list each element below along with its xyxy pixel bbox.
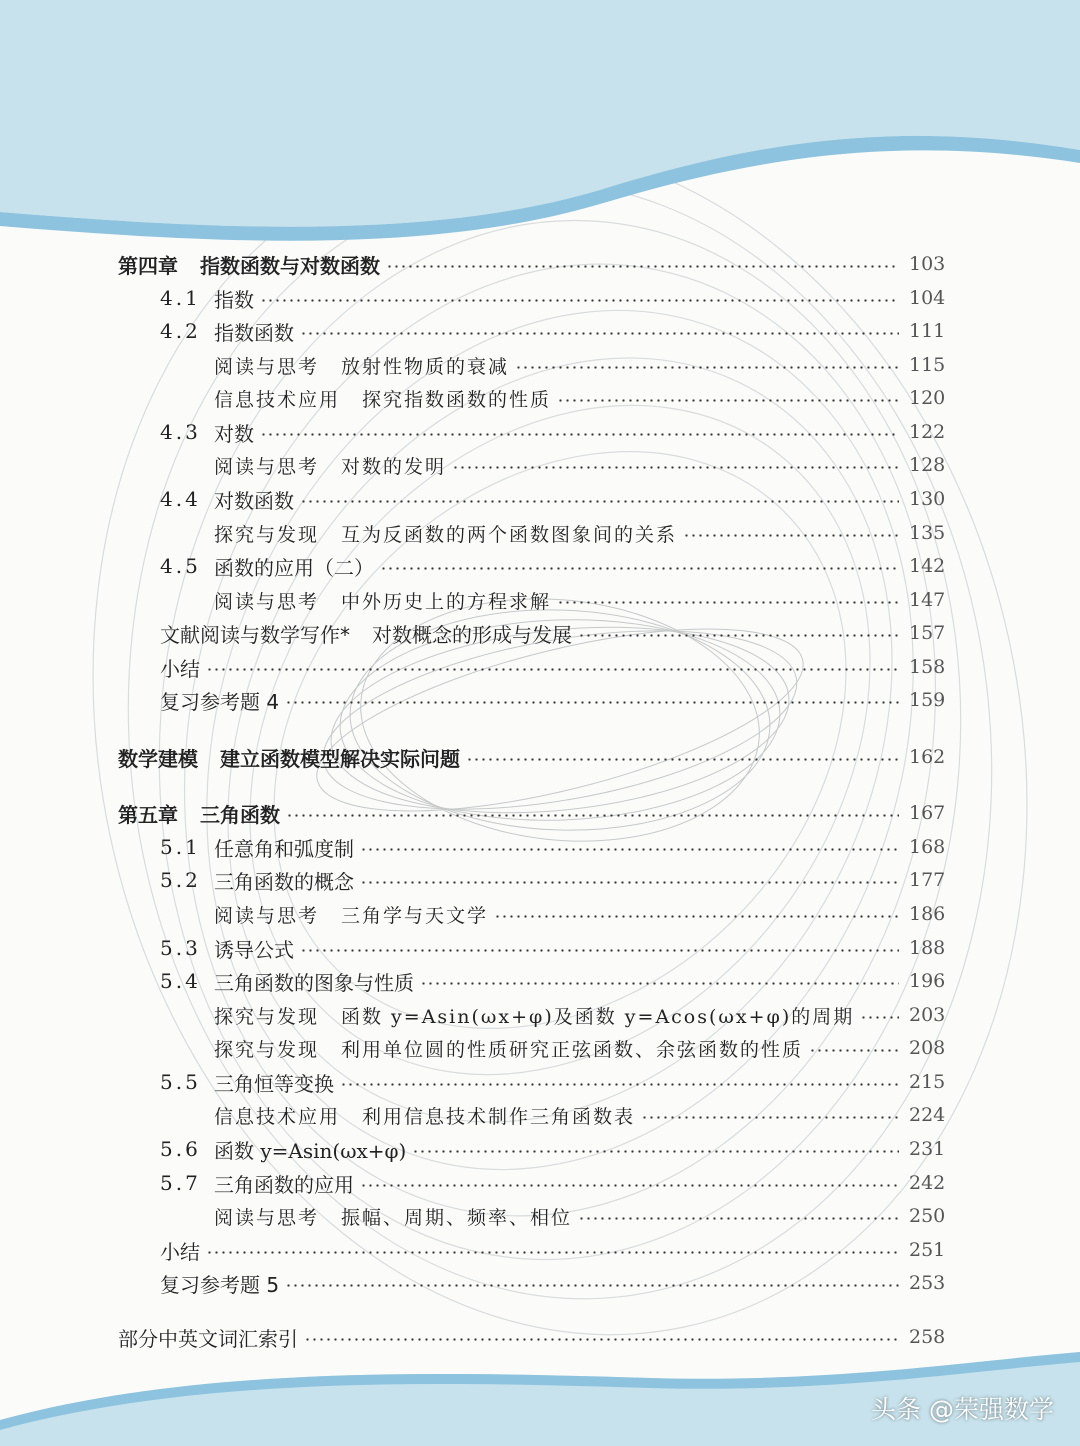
toc-entry[interactable] <box>0 381 1080 415</box>
dot-leader <box>641 1116 899 1119</box>
page-number: 159 <box>909 689 946 711</box>
toc-entry-title: 函数 y=Asin(ωx+φ)及函数 y=Acos(ωx+φ)的周期 <box>341 1005 855 1028</box>
toc-entry-title: 指数函数与对数函数 <box>200 253 380 278</box>
dot-leader <box>300 500 899 503</box>
toc-entry-title: 建立函数模型解决实际问题 <box>220 746 460 771</box>
toc-entry[interactable] <box>0 281 1080 315</box>
toc-entry-category: 阅读与思考 <box>214 455 320 478</box>
page-number: 242 <box>909 1172 946 1194</box>
page-number: 258 <box>909 1326 946 1348</box>
toc-entry-heading <box>118 1323 298 1352</box>
toc-entry[interactable] <box>0 830 1080 864</box>
toc-entry-heading <box>160 485 294 514</box>
toc-entry[interactable] <box>0 1132 1080 1166</box>
toc-entry-heading <box>160 619 572 648</box>
toc-entry-heading <box>214 901 488 928</box>
page-number: 130 <box>909 488 946 510</box>
toc-entry-heading <box>118 250 380 279</box>
toc-entry-category: 信息技术应用 <box>214 1105 341 1128</box>
toc-entry[interactable] <box>0 314 1080 348</box>
dot-leader <box>809 1049 899 1052</box>
dot-leader <box>466 758 899 761</box>
toc-entry-category: 数学建模 <box>118 746 198 771</box>
toc-entry-heading <box>160 833 354 862</box>
toc-entry-title: 三角函数的概念 <box>214 869 354 894</box>
section-number: 5.7 <box>160 1171 201 1195</box>
section-number: 4.5 <box>160 554 201 578</box>
section-number: 4.2 <box>160 319 201 343</box>
toc-entry-heading <box>160 1068 334 1097</box>
section-number: 5.1 <box>160 835 201 859</box>
toc-entry[interactable] <box>0 583 1080 617</box>
toc-entry-heading <box>160 418 254 447</box>
dot-leader <box>557 601 899 604</box>
page-number: 188 <box>909 937 946 959</box>
toc-entry[interactable] <box>0 616 1080 650</box>
toc-entry-title: 振幅、周期、频率、相位 <box>341 1206 573 1229</box>
page-number: 162 <box>909 746 946 768</box>
toc-entry[interactable] <box>0 482 1080 516</box>
toc-entry[interactable] <box>0 1320 1080 1354</box>
toc-entry-title: 三角函数 <box>200 802 280 827</box>
page-number: 103 <box>909 253 946 275</box>
toc-entry-title: 互为反函数的两个函数图象间的关系 <box>341 523 678 546</box>
page-number: 215 <box>909 1071 946 1093</box>
toc-entry[interactable] <box>0 998 1080 1032</box>
dot-leader <box>206 668 899 671</box>
section-number: 5.6 <box>160 1137 201 1161</box>
toc-entry-title: 放射性物质的衰减 <box>341 355 510 378</box>
page-number: 250 <box>909 1205 946 1227</box>
toc-entry-heading <box>160 1169 354 1198</box>
toc-entry-heading <box>160 934 294 963</box>
dot-leader <box>557 399 899 402</box>
toc-entry-heading <box>160 284 254 313</box>
section-number: 4.4 <box>160 487 201 511</box>
dot-leader <box>285 701 899 704</box>
page-number: 128 <box>909 454 946 476</box>
dot-leader <box>412 1150 899 1153</box>
dot-leader <box>683 534 899 537</box>
toc-entry-category: 信息技术应用 <box>214 388 341 411</box>
toc-entry-heading <box>160 866 354 895</box>
toc-entry-title: 指数函数 <box>214 320 294 345</box>
toc-entry-heading <box>118 799 280 828</box>
toc-entry-category: 阅读与思考 <box>214 590 320 613</box>
toc-entry-heading <box>160 1135 406 1164</box>
page-number: 203 <box>909 1004 946 1026</box>
toc-entry-heading <box>160 317 294 346</box>
page-number: 157 <box>909 622 946 644</box>
toc-entry[interactable] <box>0 897 1080 931</box>
dot-leader <box>494 915 899 918</box>
toc-entry[interactable] <box>0 415 1080 449</box>
toc-entry-title: 诱导公式 <box>214 937 294 962</box>
toc-entry[interactable] <box>0 1166 1080 1200</box>
toc-entry[interactable] <box>0 1199 1080 1233</box>
toc-entry-category: 探究与发现 <box>214 523 320 546</box>
toc-entry-title: 利用信息技术制作三角函数表 <box>362 1105 636 1128</box>
toc-entry-category: 阅读与思考 <box>214 1206 320 1229</box>
toc-entry-heading <box>160 686 279 715</box>
section-number: 5.4 <box>160 969 201 993</box>
toc-entry[interactable] <box>0 448 1080 482</box>
toc-entry-heading <box>160 653 200 682</box>
toc-entry-category: 探究与发现 <box>214 1038 320 1061</box>
toc-entry[interactable] <box>0 931 1080 965</box>
toc-entry-title: 对数的发明 <box>341 455 447 478</box>
toc-entry-category: 文献阅读与数学写作* <box>160 622 350 647</box>
dot-leader <box>300 332 899 335</box>
page-number: 122 <box>909 421 946 443</box>
toc-entry[interactable] <box>0 1098 1080 1132</box>
dot-leader <box>380 567 899 570</box>
dot-leader <box>340 1083 899 1086</box>
dot-leader <box>860 1016 899 1019</box>
toc-entry-heading <box>160 1269 279 1298</box>
dot-leader <box>360 1184 899 1187</box>
toc-entry-title: 中外历史上的方程求解 <box>341 590 552 613</box>
section-number: 5.5 <box>160 1070 201 1094</box>
toc-entry[interactable] <box>0 964 1080 998</box>
toc-entry-title: 小结 <box>160 1239 200 1264</box>
toc-entry[interactable] <box>0 740 1080 774</box>
toc-entry-title: 探究指数函数的性质 <box>362 388 552 411</box>
toc-entry-heading <box>214 452 446 479</box>
section-number: 5.2 <box>160 868 201 892</box>
page-number: 208 <box>909 1037 946 1059</box>
toc-entry[interactable] <box>0 1266 1080 1300</box>
toc-entry-title: 利用单位圆的性质研究正弦函数、余弦函数的性质 <box>341 1038 804 1061</box>
toc-entry[interactable] <box>0 683 1080 717</box>
toc-entry[interactable] <box>0 796 1080 830</box>
toc-entry[interactable] <box>0 348 1080 382</box>
toc-entry[interactable] <box>0 1065 1080 1099</box>
toc-entry-category: 第四章 <box>118 253 178 278</box>
dot-leader <box>286 814 899 817</box>
toc-entry-heading <box>160 1236 200 1265</box>
toc-entry-heading <box>118 743 460 772</box>
toc-entry-title: 对数 <box>214 421 254 446</box>
toc-entry-category: 探究与发现 <box>214 1005 320 1028</box>
toc-entry-title: 复习参考题 5 <box>160 1272 280 1297</box>
page-number: 104 <box>909 287 946 309</box>
toc-entry[interactable] <box>0 863 1080 897</box>
page-number: 177 <box>909 869 946 891</box>
toc-entry-heading <box>214 1035 803 1062</box>
toc-entry[interactable] <box>0 516 1080 550</box>
toc-entry[interactable] <box>0 247 1080 281</box>
page-number: 158 <box>909 656 946 678</box>
page-number: 168 <box>909 836 946 858</box>
page-number: 135 <box>909 522 946 544</box>
toc-entry-category: 第五章 <box>118 802 178 827</box>
toc-entry-title: 三角函数的应用 <box>214 1172 354 1197</box>
dot-leader <box>515 366 899 369</box>
dot-leader <box>304 1338 899 1341</box>
toc-entry-title: 对数函数 <box>214 488 294 513</box>
watermark: 头条 @荣强数学 <box>871 1395 1054 1424</box>
section-number: 5.3 <box>160 936 201 960</box>
page-number: 111 <box>909 320 946 342</box>
section-number: 4.3 <box>160 420 201 444</box>
toc-entry-heading <box>214 587 551 614</box>
toc-entry-title: 任意角和弧度制 <box>214 836 354 861</box>
page-number: 251 <box>909 1239 946 1261</box>
toc-entry-title: 小结 <box>160 656 200 681</box>
page-number: 115 <box>909 354 946 376</box>
toc-entry-title: 函数 y=Asin(ωx+φ) <box>214 1138 407 1163</box>
toc-entry-title: 对数概念的形成与发展 <box>372 622 572 647</box>
page-number: 224 <box>909 1104 946 1126</box>
toc-entry[interactable] <box>0 1233 1080 1267</box>
page-number: 167 <box>909 802 946 824</box>
toc-entry-heading <box>214 1102 635 1129</box>
dot-leader <box>452 466 899 469</box>
toc-entry-title: 三角学与天文学 <box>341 904 489 927</box>
dot-leader <box>360 848 899 851</box>
toc-entry-title: 三角函数的图象与性质 <box>214 970 414 995</box>
page-number: 147 <box>909 589 946 611</box>
dot-leader <box>300 949 899 952</box>
toc-entry[interactable] <box>0 650 1080 684</box>
dot-leader <box>260 299 899 302</box>
page-number: 186 <box>909 903 946 925</box>
page-number: 196 <box>909 970 946 992</box>
dot-leader <box>360 881 899 884</box>
toc-entry-heading <box>214 1203 572 1230</box>
section-number: 4.1 <box>160 286 201 310</box>
page-number: 231 <box>909 1138 946 1160</box>
page-number: 120 <box>909 387 946 409</box>
toc-entry-title: 三角恒等变换 <box>214 1071 334 1096</box>
toc-entry-title: 函数的应用（二） <box>214 555 374 580</box>
dot-leader <box>285 1284 899 1287</box>
dot-leader <box>578 634 899 637</box>
toc-entry-category: 阅读与思考 <box>214 904 320 927</box>
toc-entry-category: 阅读与思考 <box>214 355 320 378</box>
dot-leader <box>206 1251 899 1254</box>
page-number: 142 <box>909 555 946 577</box>
toc-entry-title: 指数 <box>214 287 254 312</box>
toc-entry-title: 部分中英文词汇索引 <box>118 1326 298 1351</box>
toc-entry-heading <box>214 1002 854 1029</box>
dot-leader <box>260 433 899 436</box>
toc-entry-heading <box>160 967 414 996</box>
toc-entry[interactable] <box>0 1031 1080 1065</box>
toc-entry[interactable] <box>0 549 1080 583</box>
toc-entry-heading <box>160 552 374 581</box>
toc-entry-heading <box>214 520 677 547</box>
toc-entry-heading <box>214 352 509 379</box>
dot-leader <box>578 1217 899 1220</box>
toc-entry-title: 复习参考题 4 <box>160 689 280 714</box>
toc-entry-heading <box>214 385 551 412</box>
dot-leader <box>420 982 899 985</box>
page-number: 253 <box>909 1272 946 1294</box>
dot-leader <box>386 265 899 268</box>
